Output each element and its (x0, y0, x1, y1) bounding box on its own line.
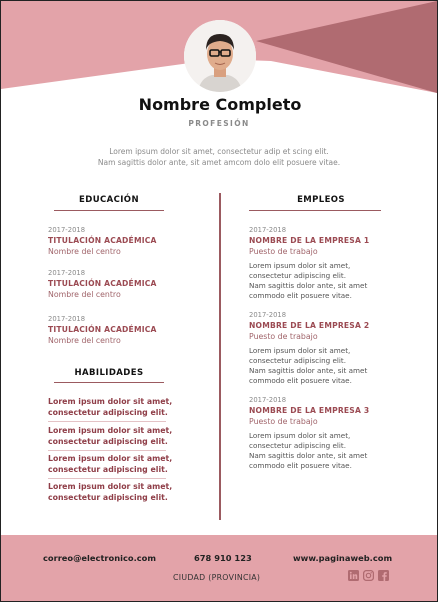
linkedin-icon[interactable] (348, 570, 359, 581)
education-year: 2017-2018 (48, 226, 86, 234)
job-year: 2017-2018 (249, 396, 287, 404)
job-item (249, 311, 399, 386)
job-company: NOMBRE DE LA EMPRESA 1 (249, 236, 370, 245)
skill-line: consectetur adipiscing elit. (48, 492, 168, 502)
job-description-line: consectetur adipiscing elit. (249, 441, 347, 450)
footer-city: CIUDAD (PROVINCIA) (173, 573, 261, 582)
job-item (249, 226, 399, 301)
skill-item (48, 482, 188, 503)
skill-line: Lorem ipsum dolor sit amet, (48, 454, 173, 463)
skill-rule (48, 450, 166, 451)
skill-item (48, 426, 188, 447)
education-degree: TITULACIÓN ACADÉMICA (48, 236, 157, 245)
intro-text (41, 146, 397, 168)
job-description-line: consectetur adipiscing elit. (249, 271, 347, 280)
skill-line: consectetur adipiscing elit. (48, 464, 168, 474)
job-company: NOMBRE DE LA EMPRESA 2 (249, 321, 370, 330)
job-description (249, 346, 399, 386)
job-description (249, 261, 399, 301)
job-description-line: Lorem ipsum dolor sit amet, (249, 261, 351, 270)
intro-line: Lorem ipsum dolor sit amet, consectetur adip et scing elit. (109, 147, 329, 156)
job-position: Puesto de trabajo (249, 417, 318, 426)
instagram-icon[interactable] (363, 570, 374, 581)
education-degree: TITULACIÓN ACADÉMICA (48, 325, 157, 334)
job-item (249, 396, 399, 471)
job-description-line: Lorem ipsum dolor sit amet, (249, 346, 351, 355)
education-rule (54, 210, 164, 211)
footer (1, 535, 437, 601)
job-description-line: consectetur adipiscing elit. (249, 356, 347, 365)
jobs-rule (249, 210, 381, 211)
skills-title: HABILIDADES (74, 368, 144, 378)
education-year: 2017-2018 (48, 269, 86, 277)
job-description-line: commodo elit posuere vitae. (249, 376, 352, 385)
job-description (249, 431, 399, 471)
profession-label: PROFESIÓN (188, 119, 250, 128)
job-description-line: Nam sagittis dolor ante, sit amet (249, 451, 368, 460)
education-center: Nombre del centro (48, 290, 121, 299)
skill-line: Lorem ipsum dolor sit amet, (48, 426, 173, 435)
jobs-title: EMPLEOS (297, 195, 345, 205)
education-degree: TITULACIÓN ACADÉMICA (48, 279, 157, 288)
footer-email[interactable]: correo@electronico.com (43, 553, 156, 563)
column-divider (219, 193, 221, 520)
education-year: 2017-2018 (48, 315, 86, 323)
job-year: 2017-2018 (249, 311, 287, 319)
education-center: Nombre del centro (48, 247, 121, 256)
job-year: 2017-2018 (249, 226, 287, 234)
skill-item (48, 397, 188, 418)
education-item (48, 269, 208, 300)
skill-line: consectetur adipiscing elit. (48, 436, 168, 446)
avatar (184, 20, 256, 92)
skill-item (48, 454, 188, 475)
name-box (101, 93, 339, 117)
facebook-icon[interactable] (378, 570, 389, 581)
education-center: Nombre del centro (48, 336, 121, 345)
job-description-line: Nam sagittis dolor ante, sit amet (249, 281, 368, 290)
skill-rule (48, 421, 166, 422)
job-position: Puesto de trabajo (249, 247, 318, 256)
education-title: EDUCACIÓN (79, 195, 139, 205)
job-description-line: Nam sagittis dolor ante, sit amet (249, 366, 368, 375)
skills-rule (54, 382, 164, 383)
profile-photo (184, 20, 256, 92)
job-company: NOMBRE DE LA EMPRESA 3 (249, 406, 370, 415)
footer-phone[interactable]: 678 910 123 (194, 553, 252, 563)
job-position: Puesto de trabajo (249, 332, 318, 341)
skill-line: Lorem ipsum dolor sit amet, (48, 397, 173, 406)
intro-line: Nam sagittis dolor ante, sit amet amcom dolo elit posuere vitae. (97, 158, 341, 167)
job-description-line: Lorem ipsum dolor sit amet, (249, 431, 351, 440)
job-description-line: commodo elit posuere vitae. (249, 461, 352, 470)
skill-line: consectetur adipiscing elit. (48, 407, 168, 417)
education-item (48, 226, 208, 257)
skill-rule (48, 478, 166, 479)
full-name: Nombre Completo (138, 95, 302, 114)
job-description-line: commodo elit posuere vitae. (249, 291, 352, 300)
footer-website[interactable]: www.paginaweb.com (293, 553, 393, 563)
education-item (48, 315, 208, 346)
skill-line: Lorem ipsum dolor sit amet, (48, 482, 173, 491)
